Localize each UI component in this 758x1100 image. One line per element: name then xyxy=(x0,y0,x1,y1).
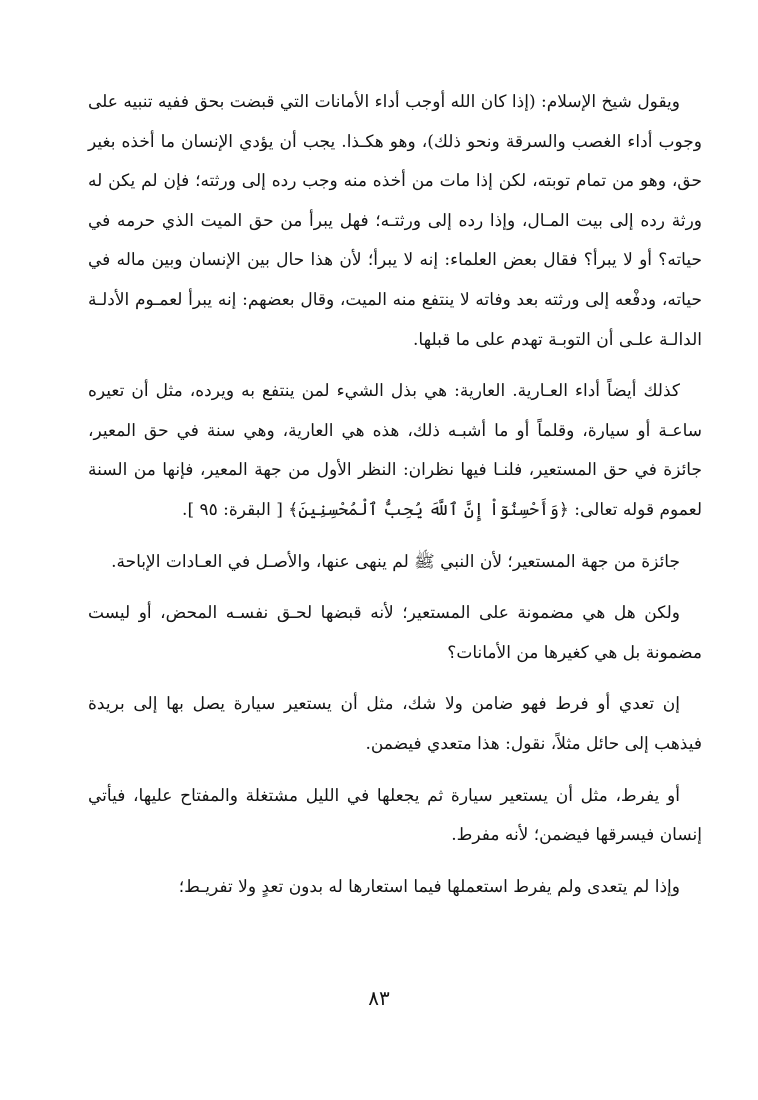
paragraph-3: جائزة من جهة المستعير؛ لأن النبي ﷺ لم ينهى عنها، والأصـل في العـادات الإباحة. xyxy=(111,551,680,572)
paragraph-7: وإذا لم يتعدى ولم يفرط استعملها فيما استعارها له بدون تعدٍ ولا تفريـط؛ xyxy=(178,876,680,897)
paragraph-1: ويقول شيخ الإسلام: (إذا كان الله أوجب أداء الأمانات التي قبضت بحق ففيه تنبيه على وجوب أداء الغصب والسرقة ونحو ذلك)، وهو هكـذا. يجب أن يؤدي الإنسان ما أخذه بغير حق، وهو من تمام توبته، لكن إذا مات من أخذه منه وجب رده إلى ورثته؛ فإن لم يكن له ورثة رده إلى بيت المـال، وإذا رده إلى ورثتـه؛ فهل يبرأ من حق الميت الذي حرمه في حياته؟ أو لا يبرأ؟ فقال بعض العلماء: إنه لا يبرأ؛ لأن هذا حال بين الإنسان وبين ماله في حياته، ودفْعه إلى ورثته بعد وفاته لا ينتفع منه الميت، وقال بعضهم: إنه يبرأ لعمـوم الأدلـة الدالـة علـى أن التوبـة تهدم على ما قبلها. xyxy=(88,92,702,350)
paragraph-4: ولكن هل هي مضمونة على المستعير؛ لأنه قبضها لحـق نفسـه المحض، أو ليست مضمونة بل هي كغيرها من الأمانات؟ xyxy=(88,603,702,663)
paragraph-2-text: كذلك أيضاً أداء العـارية. العارية: هي بذل الشيء لمن ينتفع به ويرده، مثل أن تعيره ساعـة أو سيارة، وقلماً أو ما أشبـه ذلك، هذه هي العارية، وهي سنة في حق المعير، جائزة في حق المستعير، فلنـا فيها نظران: النظر الأول من جهة المعير، فإنها من السنة لعموم قوله تعالى: xyxy=(88,381,702,520)
paragraph-5: إن تعدي أو فرط فهو ضامن ولا شك، مثل أن يستعير سيارة يصل بها إلى بريدة فيذهب إلى حائل مثلاً، نقول: هذا متعدي فيضمن. xyxy=(88,694,702,754)
paragraph-2 xyxy=(88,372,702,530)
quran-verse: ﴿وَأَحْسِنُوٓاْ إِنَّ ٱللَّهَ يُحِبُّ ٱلْمُحْسِنِينَ﴾ xyxy=(288,499,569,520)
page-number: ٨٣ xyxy=(368,986,390,1010)
verse-reference: [ البقرة: ٩٥ ]. xyxy=(182,499,289,520)
paragraph-6: أو يفرط، مثل أن يستعير سيارة ثم يجعلها في الليل مشتغلة والمفتاح عليها، فيأتي إنسان فيسرقها فيضمن؛ لأنه مفرط. xyxy=(88,785,702,846)
body-text xyxy=(88,83,702,919)
